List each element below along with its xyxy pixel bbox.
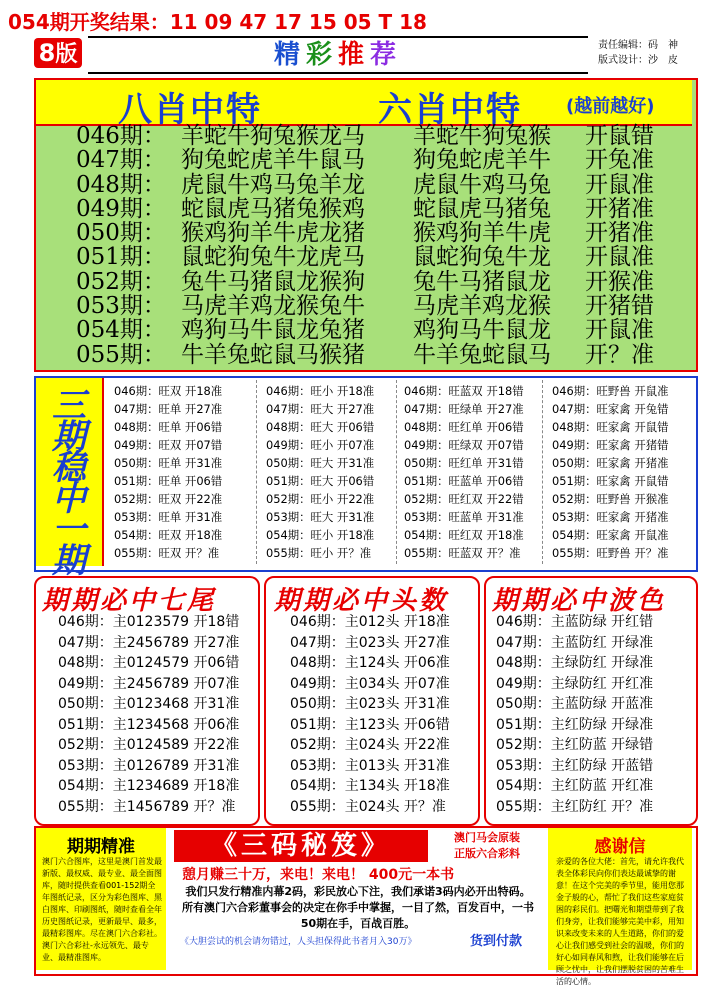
animal-type-column [552,382,669,562]
title-char: 彩 [305,40,338,70]
period: 051期： [76,244,166,271]
list-item: 049期：旺小 开07准 [266,438,375,452]
list-item: 047期：主蓝防红 开绿准 [496,634,654,651]
list-item: 046期：主0123579 开18错 [58,614,240,630]
six-zodiac: 马虎羊鸡龙猴 [413,293,551,320]
list-item: 046期：旺小 开18准 [266,384,375,398]
list-item: 047期：旺家禽 开兔错 [552,402,669,416]
list-item: 053期：主0126789 开31准 [58,757,240,774]
list-item: 049期：旺家禽 开猪错 [552,438,669,452]
column-divider [396,380,397,564]
list-item: 052期：旺双 开22准 [114,492,223,506]
eight-zodiac-heading: 八肖中特 [118,90,262,130]
six-zodiac: 蛇鼠虎马猪兔 [413,195,551,222]
credits [598,38,678,68]
list-item: 054期：主134头 开18准 [290,778,450,794]
list-item: 046期：主蓝防绿 开红错 [496,614,654,630]
list-item [76,343,654,367]
result: 开鼠准 [585,171,654,198]
side-char: 三 [52,386,86,426]
list-item: 053期：旺家禽 开猪准 [552,510,669,524]
list-item: 046期：旺蓝双 开18错 [404,384,524,398]
six-zodiac: 狗兔蛇虎羊牛 [413,147,551,174]
side-char: 一 [52,510,86,550]
list-item: 050期：旺单 开31准 [114,456,223,470]
list-item: 047期：主023头 开27准 [290,634,450,651]
thank-you-text: 亲爱的各位大佬：首先，请允许我代表全体彩民向你们表达最诚挚的谢意！在这个完美的季节里，能用您那金子般的心，帮忙了我们这些家庭贫困的彩民们。把曙光和期望带到了我们身旁，让我们能够完美中彩，用知识来改变未来的人生道路，你们的爱心让我们感受到社会的温暖，你们的好心如同春风和煦，让我们能够在后顾之忧中，让我们摆脱贫困的苦难生活的心情。 [556,857,684,986]
six-zodiac: 猴鸡狗羊牛虎 [413,220,551,247]
list-item: 048期：旺红单 开06错 [404,420,524,434]
list-item: 053期：主013头 开31准 [290,757,450,774]
list-item: 054期：主1234689 开18准 [58,778,240,794]
result: 开猴准 [585,268,654,295]
big-small-column [266,382,374,562]
list-item: 055期：主024头 开？准 [290,798,446,815]
list-item: 048期：主绿防红 开绿准 [496,655,654,671]
list-item: 052期：旺野兽 开猴准 [552,492,669,506]
list-item: 051期：旺蓝单 开06错 [404,474,524,488]
list-item: 054期：主红防蓝 开红准 [496,778,654,794]
eight-zodiac: 鸡狗马牛鼠龙兔猪 [181,317,365,344]
credit-designer: 版式设计：沙 皮 [598,55,678,66]
list-item: 047期：旺大 开27准 [266,402,375,416]
list-item: 054期：旺红双 开18准 [404,528,524,542]
period: 046期： [76,123,166,149]
list-item: 049期：主034头 开07准 [290,675,450,692]
title-char: 精 [273,40,306,70]
eight-zodiac: 马虎羊鸡龙猴兔牛 [181,293,365,320]
period: 047期： [76,147,166,174]
page-title [274,40,402,70]
list-item: 047期：旺单 开27准 [114,402,223,416]
list-item: 049期：旺绿双 开07错 [404,438,524,452]
list-item: 046期：主012头 开18准 [290,614,450,630]
six-zodiac-heading: 六肖中特 [378,90,522,130]
eight-zodiac: 兔牛马猪鼠龙猴狗 [181,268,365,295]
list-item: 046期：旺双 开18准 [114,384,223,398]
six-zodiac: 鸡狗马牛鼠龙 [413,317,551,344]
list-item [76,245,654,269]
eight-zodiac: 虎鼠牛鸡马兔羊龙 [181,171,365,198]
list-item: 050期：主蓝防绿 开蓝准 [496,696,654,712]
banner-side-text [432,830,542,862]
result: 开？准 [585,341,654,368]
list-item: 051期：主123头 开06错 [290,716,450,733]
list-item: 047期：主2456789 开27准 [58,634,240,651]
title-char: 荐 [370,40,403,70]
list-item: 055期：旺双 开？准 [114,546,220,560]
result: 开兔准 [585,147,654,174]
list-item: 053期：旺单 开31准 [114,510,223,524]
six-zodiac: 兔牛马猪鼠龙 [413,268,551,295]
title-char: 推 [338,40,371,70]
six-zodiac: 牛羊兔蛇鼠马 [413,341,551,368]
period: 049期： [76,195,166,222]
list-item: 050期：主0123468 开31准 [58,696,240,712]
period: 053期： [76,293,166,320]
list-item: 049期：主2456789 开07准 [58,675,240,692]
list-item: 048期：主124头 开06准 [290,655,450,671]
period: 048期： [76,171,166,198]
list-item: 051期：旺家禽 开鼠错 [552,474,669,488]
six-zodiac: 鼠蛇狗兔牛龙 [413,244,551,271]
list-item [76,270,654,294]
color-parity-column [404,382,524,562]
credit-editor: 责任编辑：码 神 [598,40,678,51]
list-item: 055期：主红防红 开？准 [496,798,654,815]
footer-left-title: 期期精准 [67,837,135,857]
list-item: 050期：旺家禽 开猪准 [552,456,669,470]
column-divider [542,380,543,564]
odd-even-column [114,382,222,562]
wave-color-title: 期期必中波色 [492,586,667,616]
footer-left-text: 澳门六合图库，这里是澳门首发最新版、最权威、最专业、最全面图库，随时提供查看001-152期全年图纸记录，区分为彩色图库、黑白图库、印刷图纸，随时查看全年历史图纸记录，更新最早、最多，最精彩图库。尽在澳门六合彩社。澳门六合彩社-永远领先、最专业、最精准图库。 [42,857,162,962]
list-item: 052期：主红防蓝 开绿错 [496,737,654,753]
list-item [76,173,654,197]
list-item: 052期：主0124589 开22准 [58,737,240,753]
period: 054期： [76,317,166,344]
list-item: 048期：主0124579 开06错 [58,655,240,671]
eight-zodiac: 蛇鼠虎马猪兔猴鸡 [181,195,365,222]
list-item [76,221,654,245]
edition-badge [34,38,82,68]
head-number-title: 期期必中头数 [274,586,449,616]
list-item: 054期：旺小 开18准 [266,528,375,542]
result: 开猪准 [585,220,654,247]
edition-number: 8 [38,39,56,67]
list-item [76,318,654,342]
list-item: 048期：旺家禽 开鼠错 [552,420,669,434]
heading-note: (越前越好) [566,96,655,117]
period: 052期： [76,268,166,295]
eight-zodiac: 狗兔蛇虎羊牛鼠马 [181,147,365,174]
list-item: 051期：主红防绿 开绿准 [496,716,654,733]
list-item: 055期：旺野兽 开？准 [552,546,669,560]
list-item: 047期：旺绿单 开27准 [404,402,524,416]
title-bar [88,36,588,74]
list-item: 055期：旺蓝双 开？准 [404,546,521,560]
list-item [76,294,654,318]
list-item: 053期：旺大 开31准 [266,510,375,524]
list-item: 050期：主023头 开31准 [290,696,450,712]
list-item: 052期：旺红双 开22错 [404,492,524,506]
list-item [76,197,654,221]
list-item: 049期：主绿防红 开红准 [496,675,654,692]
list-item: 051期：旺大 开06错 [266,474,375,488]
list-item: 054期：旺家禽 开鼠准 [552,528,669,542]
list-item: 053期：旺蓝单 开31准 [404,510,524,524]
list-item: 055期：主1456789 开？准 [58,798,236,815]
list-item: 053期：主红防绿 开蓝错 [496,757,654,774]
list-item: 052期：主024头 开22准 [290,737,450,753]
list-item: 048期：旺大 开06错 [266,420,375,434]
zodiac-rows [76,124,654,367]
result: 开鼠错 [585,123,654,149]
three-code-banner: 《三码秘笈》 [174,830,428,862]
six-zodiac: 虎鼠牛鸡马兔 [413,171,551,198]
list-item: 046期：旺野兽 开鼠准 [552,384,669,398]
result: 开鼠准 [585,244,654,271]
head-number-rows [290,612,450,817]
side-char: 期 [52,541,86,581]
thank-you-title: 感谢信 [594,837,646,857]
side-char: 中 [52,479,86,519]
promo-body: 我们只发行精准内幕2码，彩民放心下注，我们承诺3码内必开出特码。所有澳门六合彩董事会的决定在你手中掌握，一目了然，百发百中，一书50期在手，百战百胜。 [182,885,534,930]
eight-zodiac: 鼠蛇狗兔牛龙虎马 [181,244,365,271]
eight-zodiac: 牛羊兔蛇鼠马猴猪 [181,341,365,368]
eight-zodiac: 猴鸡狗羊牛虎龙猪 [181,220,365,247]
side-char: 期 [52,417,86,457]
seven-tails-title: 期期必中七尾 [42,586,217,616]
result: 开鼠准 [585,317,654,344]
eight-zodiac: 羊蛇牛狗兔猴龙马 [181,123,365,149]
list-item: 050期：旺红单 开31错 [404,456,524,470]
six-zodiac: 羊蛇牛狗兔猴 [413,123,551,149]
list-item: 055期：旺小 开？准 [266,546,372,560]
list-item: 051期：旺单 开06错 [114,474,223,488]
three-period-sidebar [36,378,104,581]
banner-side-line: 正版六合彩料 [454,847,520,860]
cash-on-delivery: 货到付款 [470,934,523,949]
list-item: 051期：主1234568 开06准 [58,716,240,733]
list-item: 048期：旺单 开06错 [114,420,223,434]
list-item: 050期：旺大 开31准 [266,456,375,470]
price-slogan: 憩月赚三十万，来电！来电！ 400元一本书 [182,867,455,883]
column-divider [256,380,257,564]
period: 050期： [76,220,166,247]
list-item: 052期：旺小 开22准 [266,492,375,506]
period: 055期： [76,341,166,368]
list-item [76,148,654,172]
list-item [76,124,654,148]
banner-side-line: 澳门马会原装 [454,831,520,844]
seven-tails-rows [58,612,239,817]
list-item: 049期：旺双 开07错 [114,438,223,452]
promo-fineprint: 《大胆尝试的机会请勿错过，人头担保得此书者月入30万》 [180,937,417,947]
list-item: 054期：旺双 开18准 [114,528,223,542]
result: 开猪错 [585,293,654,320]
result: 开猪准 [585,195,654,222]
edition-label: 版 [55,42,78,67]
wave-color-rows [496,612,653,817]
side-char: 稳 [52,448,86,488]
draw-result-line: 054期开奖结果：11 09 47 17 15 05 T 18 [8,10,427,34]
